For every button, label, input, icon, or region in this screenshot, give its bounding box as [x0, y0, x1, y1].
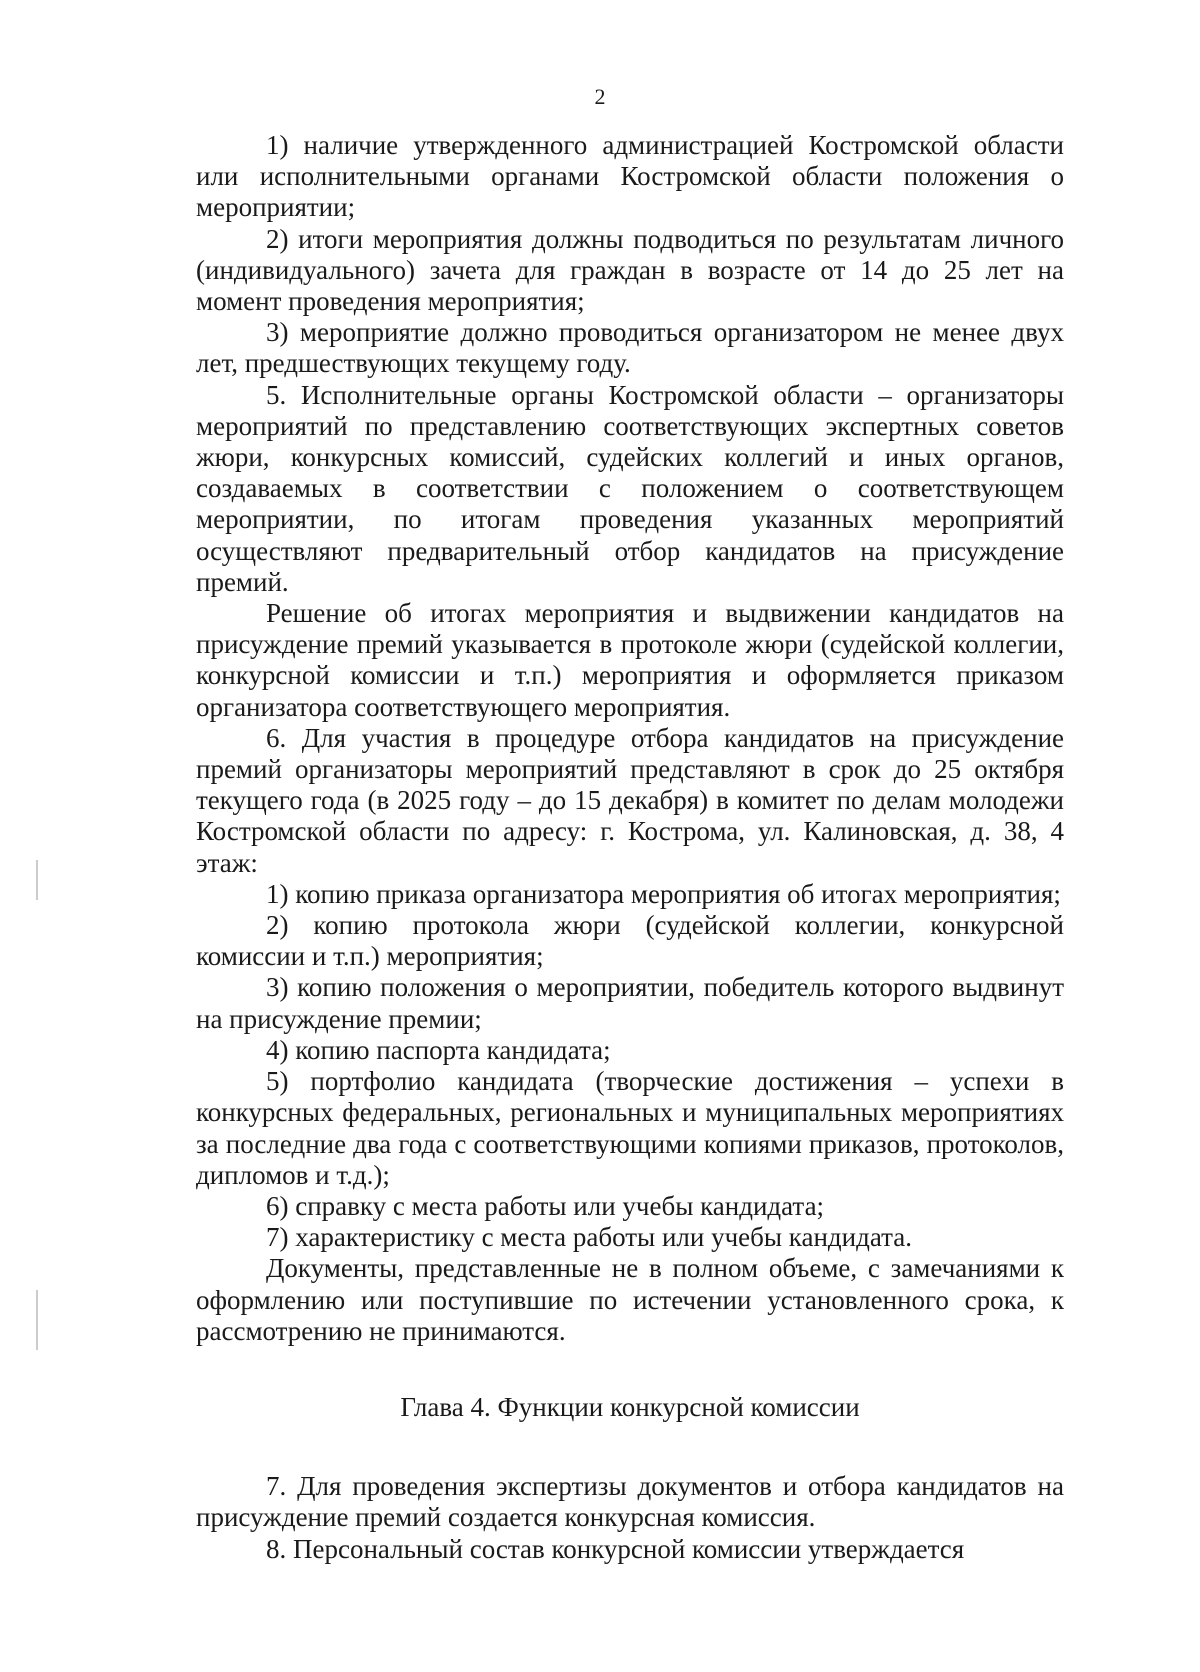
paragraph: Документы, представленные не в полном объеме, с замечаниями к оформлению или поступившие по истечении установленного срока, к рассмотрению не принимаются.	[196, 1253, 1064, 1346]
paragraph: 1) копию приказа организатора мероприятия об итогах мероприятия;	[266, 878, 1061, 909]
document-body	[196, 130, 1064, 1565]
page-number: 2	[594, 84, 606, 109]
paragraph: 8. Персональный состав конкурсной комиссии утверждается	[266, 1533, 965, 1564]
paragraph: 4) копию паспорта кандидата;	[266, 1034, 611, 1065]
paragraph: 5. Исполнительные органы Костромской области – организаторы мероприятий по представлению соответствующих экспертных советов жюри, конкурсных комиссий, судейских коллегий и иных органов, создаваемых в соответствии с положением о соответствующем мероприятии, по итогам проведения указанных мероприятий осуществляют предварительный отбор кандидатов на присуждение премий.	[196, 379, 1064, 597]
paragraph: 7. Для проведения экспертизы документов и отбора кандидатов на присуждение премий создается конкурсная комиссия.	[196, 1471, 1064, 1533]
paragraph: 2) копию протокола жюри (судейской коллегии, конкурсной комиссии и т.п.) мероприятия;	[196, 910, 1064, 972]
paragraph: Решение об итогах мероприятия и выдвижении кандидатов на присуждение премий указывается в протоколе жюри (судейской коллегии, конкурсной комиссии и т.п.) мероприятия и оформляется приказом организатора соответствующего мероприятия.	[196, 598, 1064, 722]
paragraph: 3) мероприятие должно проводиться организатором не менее двух лет, предшествующих текущему году.	[196, 317, 1064, 379]
paragraph: 5) портфолио кандидата (творческие достижения – успехи в конкурсных федеральных, региональных и муниципальных мероприятиях за последние два года с соответствующими копиями приказов, протоколов, дипломов и т.д.);	[196, 1066, 1064, 1190]
paragraph: 7) характеристику с места работы или учебы кандидата.	[266, 1222, 912, 1253]
chapter-heading: Глава 4. Функции конкурсной комиссии	[400, 1391, 860, 1422]
paragraph: 2) итоги мероприятия должны подводиться по результатам личного (индивидуального) зачета для граждан в возрасте от 14 до 25 лет на момент проведения мероприятия;	[196, 223, 1064, 317]
paragraph: 6) справку с места работы или учебы кандидата;	[266, 1190, 825, 1221]
scan-artifact	[36, 860, 38, 900]
paragraph: 6. Для участия в процедуре отбора кандидатов на присуждение премий организаторы мероприятий представляют в срок до 25 октября текущего года (в 2025 году – до 15 декабря) в комитет по делам молодежи Костромской области по адресу: г. Кострома, ул. Калиновская, д. 38, 4 этаж:	[196, 722, 1064, 878]
scan-artifact	[36, 1290, 38, 1350]
paragraph: 3) копию положения о мероприятии, победитель которого выдвинут на присуждение премии;	[196, 972, 1064, 1034]
paragraph: 1) наличие утвержденного администрацией Костромской области или исполнительными органами Костромской области положения о мероприятии;	[196, 130, 1064, 223]
